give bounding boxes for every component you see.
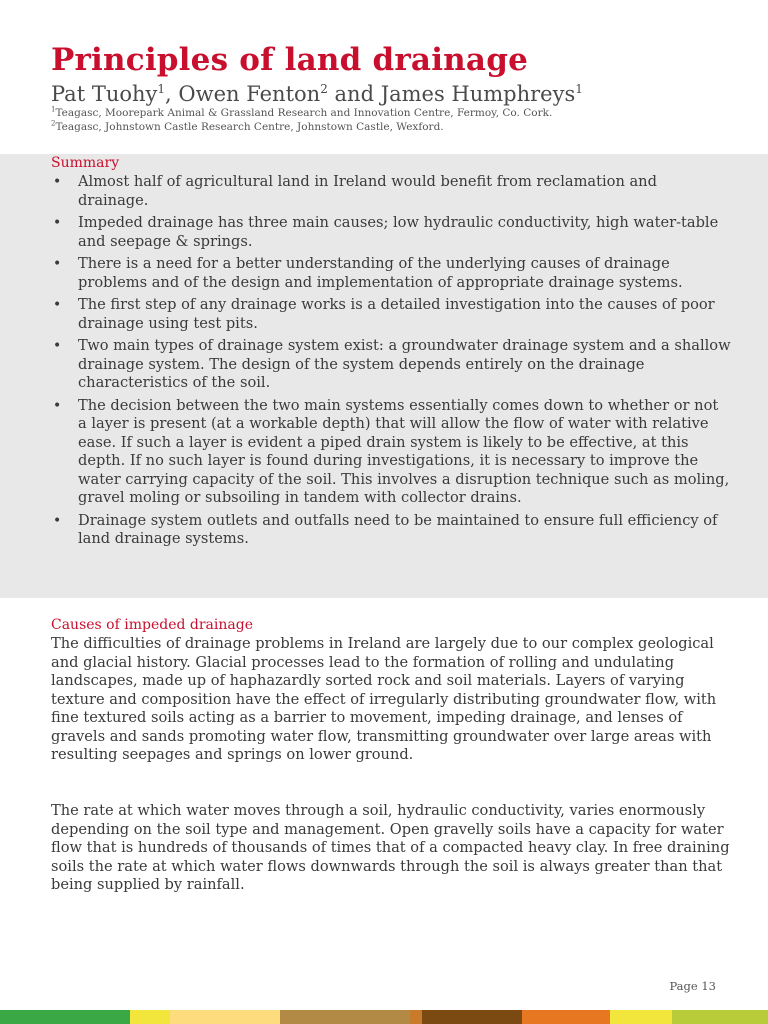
affiliation-line (51, 121, 444, 134)
color-segment (280, 1010, 410, 1024)
list-item (51, 397, 731, 508)
list-item (51, 255, 731, 292)
author-name: James Humphreys (380, 82, 576, 106)
bullet-icon: • (53, 256, 62, 272)
body-paragraph: The rate at which water moves through a soil, hydraulic conductivity, varies enormously depending on the soil type and management. Open gravelly soils have a capacity for water flow that is hundreds of thousands of times that of a compacted heavy clay. In free draining soils the rate at which water flows downwards through the soil is always greater than that being supplied by rainfall. (51, 802, 730, 893)
list-item (51, 296, 731, 333)
page-title: Principles of land drainage (51, 42, 528, 78)
color-segment (170, 1010, 280, 1024)
color-segment (0, 1010, 130, 1024)
list-item-text: There is a need for a better understanding of the underlying causes of drainage problems and of the design and implementation of appropriate drainage systems. (78, 255, 683, 291)
list-item (51, 512, 731, 549)
list-item (51, 214, 731, 251)
bullet-icon: • (53, 397, 62, 414)
footer-color-bar (0, 1010, 768, 1024)
list-item-text: Two main types of drainage system exist: a groundwater drainage system and a shallow drainage system. The design of the system depends entirely on the drainage characteristics of the soil. (78, 337, 731, 391)
list-item-text: Almost half of agricultural land in Ireland would benefit from reclamation and drainage. (78, 173, 657, 209)
color-segment (130, 1010, 170, 1024)
author-affiliation-mark: 1 (575, 82, 583, 96)
author-line (51, 82, 583, 106)
bullet-icon: • (53, 338, 62, 354)
causes-heading: Causes of impeded drainage (51, 617, 253, 633)
color-segment (410, 1010, 422, 1024)
author-name: Pat Tuohy (51, 82, 158, 106)
bullet-icon: • (53, 215, 62, 231)
bullet-icon: • (53, 512, 62, 529)
author-affiliation-mark: 2 (320, 82, 328, 96)
affiliation-text: Teagasc, Moorepark Animal & Grassland Research and Innovation Centre, Fermoy, Co. Cork. (55, 107, 553, 119)
body-paragraph: The difficulties of drainage problems in Ireland are largely due to our complex geological and glacial history. Glacial processes lead to the formation of rolling and undulating landscapes, made up of haphazardly sorted rock and soil materials. Layers of varying texture and composition have the effect of irregularly distributing groundwater flow, with fine textured soils acting as a barrier to movement, impeding drainage, and lenses of gravels and sands promoting water flow, transmitting groundwater over large areas with resulting seepages and springs on lower ground. (51, 635, 717, 763)
color-segment (610, 1010, 672, 1024)
author-name: Owen Fenton (178, 82, 321, 106)
list-item (51, 173, 731, 210)
list-item (51, 337, 731, 393)
affiliation-mark: 1 (51, 105, 56, 114)
list-item-text: The decision between the two main systems essentially comes down to whether or not a layer is present (at a workable depth) that will allow the flow of water with relative ease. If such a layer is evident a piped drain system is likely to be effective, at this depth. If no such layer is found during investigations, it is necessary to improve the water carrying capacity of the soil. This involves a disruption technique such as moling, gravel moling or subsoiling in tandem with collector drains. (78, 396, 730, 506)
color-segment (522, 1010, 610, 1024)
affiliation-text: Teagasc, Johnstown Castle Research Centre, Johnstown Castle, Wexford. (55, 121, 444, 133)
author-affiliation-mark: 1 (157, 82, 166, 96)
author-separator: , (165, 82, 179, 106)
color-segment (422, 1010, 522, 1024)
summary-list (51, 173, 731, 553)
color-segment (672, 1010, 768, 1024)
author-separator: and (327, 82, 381, 106)
bullet-icon: • (53, 297, 62, 313)
summary-heading: Summary (51, 155, 120, 171)
bullet-icon: • (53, 174, 62, 190)
affiliation-line (51, 107, 552, 120)
list-item-text: Drainage system outlets and outfalls need to be maintained to ensure full efficiency of land drainage systems. (78, 511, 718, 547)
list-item-text: Impeded drainage has three main causes; low hydraulic conductivity, high water-table and seepage & springs. (78, 214, 719, 250)
list-item-text: The first step of any drainage works is a detailed investigation into the causes of poor drainage using test pits. (78, 296, 715, 332)
page-number: Page 13 (669, 979, 716, 993)
affiliation-mark: 2 (51, 119, 56, 128)
